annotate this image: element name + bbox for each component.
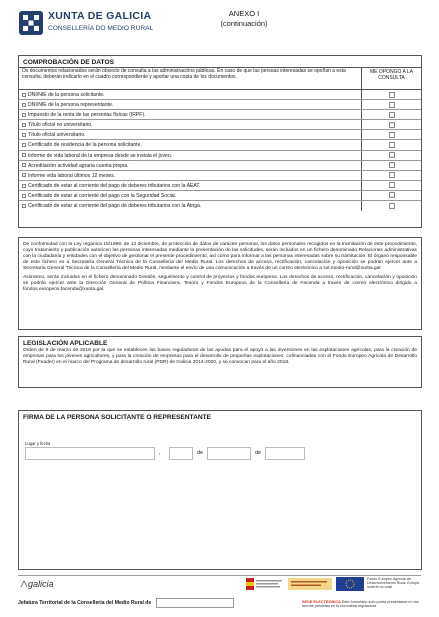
item-bullet-icon [22, 173, 26, 177]
oppose-cell [361, 90, 421, 99]
oppose-checkbox[interactable] [389, 112, 395, 118]
section-title: COMPROBACIÓN DE DATOS [23, 59, 114, 66]
verification-item-label: Certificado de residencia de la persona solicitante. [28, 142, 142, 149]
verification-row [19, 181, 421, 191]
verification-row [19, 110, 421, 120]
sede-notice [302, 600, 426, 609]
verification-row [19, 90, 421, 100]
verification-table [19, 67, 421, 211]
verification-item-label: Título oficial universitario. [28, 132, 86, 139]
verification-item [19, 110, 361, 119]
spain-government-logo-icon [246, 577, 284, 591]
verification-row [19, 201, 421, 211]
verification-item [19, 120, 361, 129]
privacy-notice [18, 237, 422, 330]
place-date-label: Lugar y fecha [25, 441, 51, 446]
eu-flag-icon [336, 577, 364, 591]
sede-text: Este formulario solo podrá presentarse en las formas previstas en la normativa reguladora [302, 600, 419, 609]
legislation-title: LEGISLACIÓN APLICABLE [23, 340, 108, 347]
oppose-cell [361, 100, 421, 109]
verification-item [19, 130, 361, 139]
oppose-checkbox[interactable] [389, 152, 395, 158]
verification-item-label: Certificado de estar al corriente del pago de deberes tributarios con la Atriga. [28, 203, 202, 210]
oppose-cell [361, 130, 421, 139]
item-bullet-icon [22, 184, 26, 188]
verification-item [19, 181, 361, 190]
jefatura-label: Jefatura Territorial de la Consellería del Medio Rural de [18, 600, 152, 606]
item-bullet-icon [22, 194, 26, 198]
privacy-paragraph-2: Asimismo, serán incluidos en el fichero denominado Gestión, seguimiento y control de proyectos y fondos europeos. Los derechos de acceso, rectificación, cancelación y oposición se podrán ejercer ante la Dirección General de Política Financiera, Tesoro y Fondos Europeos de la Consellería de Facenda a través de correo electrónico dirigido a fondos.europeos.facenda@xunta.gal. [23, 275, 417, 292]
item-bullet-icon [22, 113, 26, 117]
verification-row [19, 191, 421, 201]
verification-item [19, 201, 361, 211]
oppose-checkbox[interactable] [389, 203, 395, 209]
annex-subtitle: (continuación) [220, 19, 268, 28]
data-verification-section [18, 55, 422, 228]
verification-item [19, 191, 361, 200]
item-bullet-icon [22, 153, 26, 157]
verification-row [19, 140, 421, 150]
verification-row [19, 151, 421, 161]
year-field[interactable] [265, 447, 305, 460]
verification-item-label: Certificado de estar al corriente del pago con la Seguridad Social. [28, 192, 177, 199]
oppose-checkbox[interactable] [389, 92, 395, 98]
privacy-paragraph-1: De conformidad con la Ley orgánica 15/1999, de 13 diciembre, de protección de datos de carácter personal, los datos personales recogidos en la tramitación de este procedimiento, cuyo tratamiento y publicación autoricen las personas interesadas mediante la presentación de las solicitudes, serán incluidos en un fichero denominado Relaciones administrativas con la ciudadanía y entidades con el objetivo de gestionar el presente procedimiento, así como para informar a las personas interesadas sobre su tramitación. El órgano responsable de este fichero es a Secretaría General Técnica de la Consellería del Medio Rural. Los derechos de acceso, rectificación, cancelación y oposición se podrán ejercer ante a Secretaría General Técnica de la Consellería del Medio Rural, mediante el envío de una comunicación a través de un correo electrónico a sxt.medio-rural@xunta.gal [23, 242, 417, 271]
verification-item-label: Certificado de estar al corriente del pago de deberes tributarios con la AEAT. [28, 182, 201, 189]
oppose-cell [361, 140, 421, 149]
month-field[interactable] [207, 447, 251, 460]
oppose-cell [361, 161, 421, 170]
verification-item-label: Acreditación actividad agraria cuenta propia. [28, 162, 129, 169]
oppose-checkbox[interactable] [389, 132, 395, 138]
item-bullet-icon [22, 103, 26, 107]
verification-item [19, 161, 361, 170]
verification-item [19, 140, 361, 149]
footer-divider [18, 575, 421, 576]
item-bullet-icon [22, 143, 26, 147]
org-subtitle: CONSELLERÍA DO MEDIO RURAL [48, 25, 154, 32]
oppose-column-header: ME OPONGO A LA CONSULTA [361, 68, 421, 89]
verification-item-label: DNI/NIE de la persona representante. [28, 102, 114, 109]
de-label-1: de [197, 450, 204, 456]
day-field[interactable] [169, 447, 193, 460]
signature-title: FIRMA DE LA PERSONA SOLICITANTE O REPRESENTANTE [23, 414, 212, 421]
verification-item-label: Informe vida laboral últimos 12 meses. [28, 172, 116, 179]
item-bullet-icon [22, 133, 26, 137]
oppose-cell [361, 151, 421, 160]
item-bullet-icon [22, 163, 26, 167]
sede-electronica-label: SEDE ELECTRÓNICA [302, 600, 341, 604]
oppose-cell [361, 110, 421, 119]
oppose-checkbox[interactable] [389, 172, 395, 178]
verification-item-label: Impuesto de la renta de las personas físicas (IRPF). [28, 112, 146, 119]
oppose-cell [361, 120, 421, 129]
item-bullet-icon [22, 123, 26, 127]
verification-item-label: Informe de vida laboral de la empresa desde se instala el joven. [28, 152, 173, 159]
verification-row [19, 100, 421, 110]
verification-row [19, 120, 421, 130]
verification-item [19, 151, 361, 160]
verification-item-label: DNI/NIE de la persona solicitante. [28, 92, 105, 98]
oppose-checkbox[interactable] [389, 142, 395, 148]
verification-item-label: Título oficial no universitario. [28, 122, 93, 129]
verification-row [19, 171, 421, 181]
item-bullet-icon [22, 204, 26, 208]
oppose-checkbox[interactable] [389, 162, 395, 168]
place-field[interactable] [25, 447, 155, 460]
org-title: XUNTA DE GALICIA [48, 10, 152, 22]
de-label-2: de [255, 450, 262, 456]
oppose-checkbox[interactable] [389, 192, 395, 198]
xunta-shield-icon [18, 10, 44, 36]
annex-title: ANEXO I [228, 9, 260, 18]
verification-item [19, 90, 361, 99]
verification-item [19, 100, 361, 109]
verification-table-header [19, 68, 421, 90]
document-header [18, 8, 428, 48]
oppose-cell [361, 201, 421, 211]
verification-row [19, 161, 421, 171]
verification-description: Os documentos relacionados serán obxecto de consulta a las administracións públicas. En caso de que las persoas interesadas se opoñan a esta consulta, deberán indicarlo en el cuadro correspondiente y aportar una copia de los documentos. [22, 68, 346, 80]
oppose-checkbox[interactable] [389, 122, 395, 128]
feader-note: Fondo Europeo Agrícola de Desenvolvemento Rural. Europa invierte no rural [367, 577, 419, 590]
legislation-text: Orden de 9 de marzo de 2018 por la que se establecen las bases reguladoras de las ayudas para el apoyo a las inversiones en las explotaciones agrícolas, para la creación de empresas para los jóvenes agricultores, y para la creación de empresas para el desarrollo de pequeñas explotaciones, cofinanciadas con el Fondo Europeo Agrícola de Desarrollo Rural (Feader) en el marco del Programa de desarrollo rural (PDR) de Galicia 2014-2020, y se convocan para el año 2018. [23, 348, 417, 365]
oppose-cell [361, 171, 421, 180]
oppose-cell [361, 181, 421, 190]
oppose-cell [361, 191, 421, 200]
oppose-checkbox[interactable] [389, 182, 395, 188]
item-bullet-icon [22, 93, 26, 97]
galicia-logo-text: galicia [28, 579, 54, 589]
ministry-logo-icon [288, 577, 332, 591]
signature-section [18, 410, 422, 570]
verification-item [19, 171, 361, 180]
legislation-section [18, 336, 422, 388]
galicia-logo-icon [20, 580, 28, 588]
oppose-checkbox[interactable] [389, 102, 395, 108]
comma-separator: , [159, 450, 161, 456]
jefatura-field[interactable] [156, 598, 234, 608]
verification-row [19, 130, 421, 140]
